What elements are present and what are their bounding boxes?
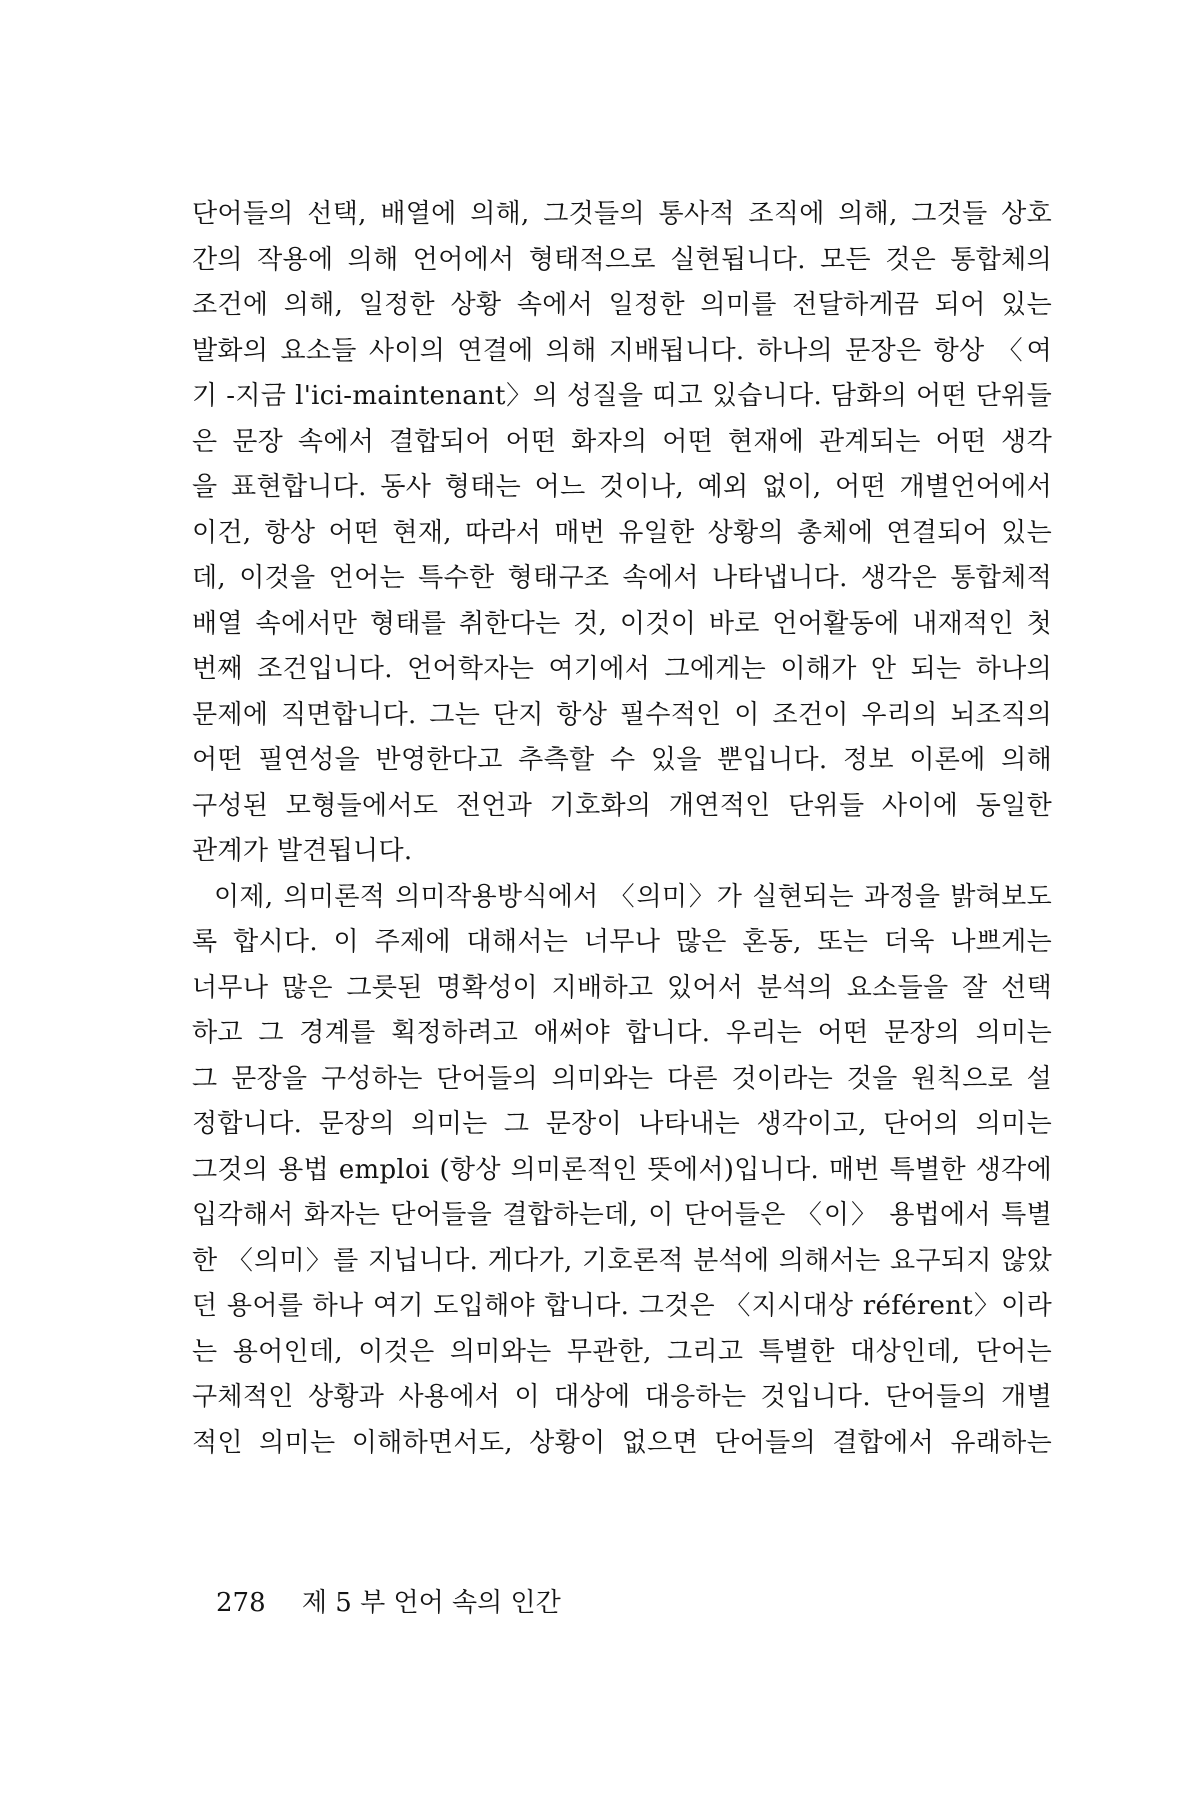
text-line: 구성된 모형들에서도 전언과 기호화의 개연적인 단위들 사이에 동일한 [192,790,1052,821]
text-line: 적인 의미는 이해하면서도, 상황이 없으면 단어들의 결합에서 유래하는 [192,1427,1052,1458]
text-line: 단어들의 선택, 배열에 의해, 그것들의 통사적 조직에 의해, 그것들 상호 [192,199,1052,229]
text-line: 을 표현합니다. 동사 형태는 어느 것이나, 예외 없이, 어떤 개별언어에서 [192,472,1052,502]
text-line: 간의 작용에 의해 언어에서 형태적으로 실현됩니다. 모든 것은 통합체의 [192,244,1052,275]
text-line: 던 용어를 하나 여기 도입해야 합니다. 그것은 〈지시대상 référent〉이라 [192,1291,1052,1321]
text-line: 데, 이것을 언어는 특수한 형태구조 속에서 나타냅니다. 생각은 통합체적 [192,563,1052,593]
text-line: 록 합시다. 이 주제에 대해서는 너무나 많은 혼동, 또는 더욱 나쁘게는 [192,927,1052,957]
text-line: 발화의 요소들 사이의 연결에 의해 지배됩니다. 하나의 문장은 항상 〈여 [192,335,1052,366]
text-line: 는 용어인데, 이것은 의미와는 무관한, 그리고 특별한 대상인데, 단어는 [192,1336,1052,1367]
text-line: 배열 속에서만 형태를 취한다는 것, 이것이 바로 언어활동에 내재적인 첫 [192,608,1052,639]
text-line: 번째 조건입니다. 언어학자는 여기에서 그에게는 이해가 안 되는 하나의 [192,654,1052,684]
text-line: 이건, 항상 어떤 현재, 따라서 매번 유일한 상황의 총체에 연결되어 있는 [192,517,1052,548]
text-line: 그것의 용법 emploi (항상 의미론적인 뜻에서)입니다. 매번 특별한 생각에 [192,1154,1052,1185]
text-line: 정합니다. 문장의 의미는 그 문장이 나타내는 생각이고, 단어의 의미는 [192,1109,1052,1139]
body-text [192,192,1052,1466]
text-line: 너무나 많은 그릇된 명확성이 지배하고 있어서 분석의 요소들을 잘 선택 [192,972,1052,1003]
text-line: 하고 그 경계를 획정하려고 애써야 합니다. 우리는 어떤 문장의 의미는 [192,1018,1052,1048]
paragraph-end-line: 관계가 발견됩니다. [192,836,413,866]
text-line: 구체적인 상황과 사용에서 이 대상에 대응하는 것입니다. 단어들의 개별 [192,1382,1052,1412]
page-footer [216,1588,561,1618]
text-line: 조건에 의해, 일정한 상황 속에서 일정한 의미를 전달하게끔 되어 있는 [192,290,1052,320]
text-line: 한 〈의미〉를 지닙니다. 게다가, 기호론적 분석에 의해서는 요구되지 않았 [192,1245,1052,1276]
paragraph-start-line: 이제, 의미론적 의미작용방식에서 〈의미〉가 실현되는 과정을 밝혀보도 [214,881,1052,912]
text-line: 그 문장을 구성하는 단어들의 의미와는 다른 것이라는 것을 원칙으로 설 [192,1063,1052,1094]
text-line: 어떤 필연성을 반영한다고 추측할 수 있을 뿐입니다. 정보 이론에 의해 [192,745,1052,775]
text-line: 문제에 직면합니다. 그는 단지 항상 필수적인 이 조건이 우리의 뇌조직의 [192,699,1052,730]
text-line: 입각해서 화자는 단어들을 결합하는데, 이 단어들은 〈이〉 용법에서 특별 [192,1200,1052,1230]
text-line: 기 -지금 l'ici-maintenant〉의 성질을 띠고 있습니다. 담화의 어떤 단위들 [192,381,1052,411]
page-number: 278 [216,1588,266,1618]
text-line: 은 문장 속에서 결합되어 어떤 화자의 어떤 현재에 관계되는 어떤 생각 [192,426,1052,457]
running-head: 제 5 부 언어 속의 인간 [301,1588,561,1618]
